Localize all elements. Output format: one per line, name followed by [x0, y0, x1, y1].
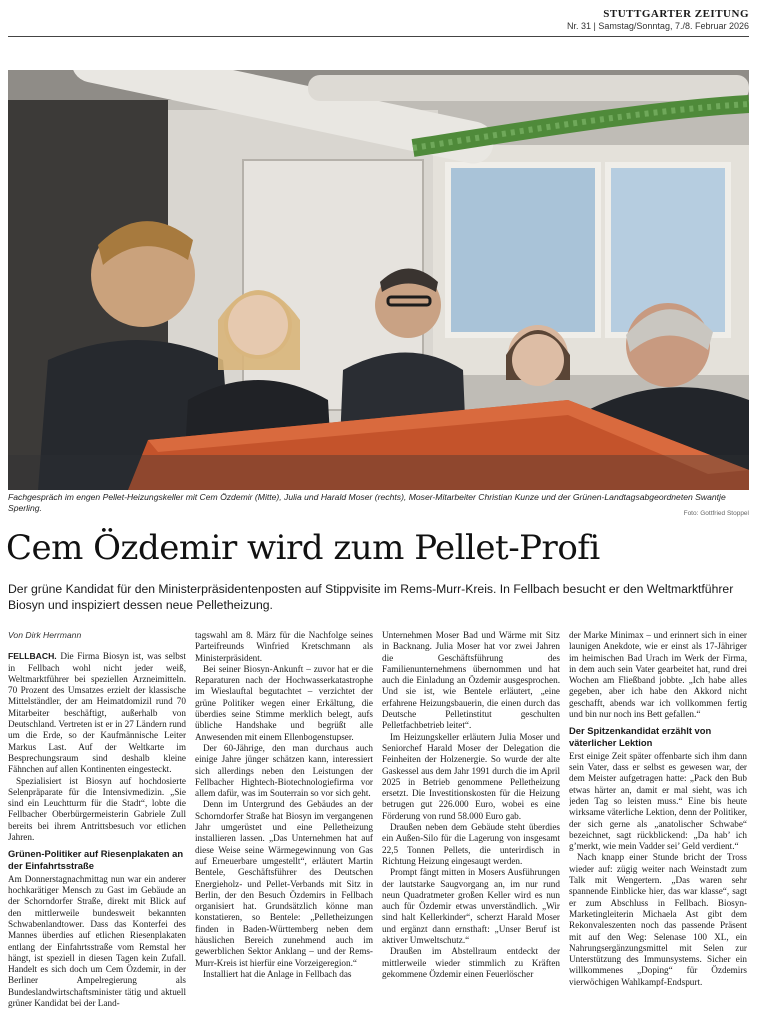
paragraph: Am Donnerstagnachmittag nun war ein anderer hochkarätiger Mensch zu Gast im Gebäude an der Schorndorfer Straße, direkt mit Blick auf den mittlerweile bundesweit bekannten Schwabenlandtower. Dass das Konterfei des Mannes überdies auf etlichen Riesenplakaten entlang der Einfahrtsstraße vom Remstal her hängt, ist speziell in diesen Tagen kein Zufall. Handelt es sich doch um Cem Özdemir, in der Berliner Ampelregierung als Bundeslandwirtschaftsminister tätig und aktuell grüner Kandidat bei der Land-: [8, 873, 186, 1009]
column-2: [195, 630, 373, 1022]
paragraph: Bei seiner Biosyn-Ankunft – zuvor hat er die Reparaturen nach der Hochwasserkatastrophe im Wieslauftal begutachtet – verzichtet der grüne Politiker wegen einer Erkältung, die überdies seine Stimme merklich belegt, aufs übliche Handshake und begrüßt alle Anwesenden mit einem Ellenbogenstupser.: [195, 663, 373, 742]
paragraph: Spezialisiert ist Biosyn auf hochdosierte Selenpräparate für die Intensivmedizin. „Sie sind ein Leuchtturm für die Stadt“, lobte die Fellbacher Oberbürgermeisterin Gabriele Zull bereits bei ihrem Antrittsbesuch vor etlichen Jahren.: [8, 775, 186, 843]
paragraph: der Marke Minimax – und erinnert sich in einer launigen Anekdote, wie er einst als 17-Jähriger im heimischen Bad Urach im Werk der Firma, in dem auch sein Vater gearbeitet hat, rund drei Wochen am Fließband jobbte. „Ich habe alles gegeben, aber ich habe den Akkord nicht geschafft, abends war ich vollkommen fertig und bin nur noch ins Bett gefallen.“: [569, 630, 747, 720]
column-3: [382, 630, 560, 1022]
paragraph: Unternehmen Moser Bad und Wärme mit Sitz in Backnang. Julia Moser hat vor zwei Jahren die Geschäftsführung des Familienunternehmens übernommen und hat auch die Einladung an Özdemir ausgesprochen. Und sie ist, wie Bentele erläutert, „eine erfahrene Heizungsbauerin, die einen durch das Deutsche Pelletinstitut geschulten Pelletfachbetrieb leitet“.: [382, 630, 560, 731]
paragraph: Der 60-Jährige, den man durchaus auch einige Jahre jünger schätzen kann, interessiert sich allerdings neben den Leistungen der Fellbacher Hightech-Biotechnologiefirma vor allem dafür, was im Souterrain so vor sich geht.: [195, 742, 373, 799]
column-1: [8, 630, 186, 1022]
dateline: FELLBACH.: [8, 651, 57, 662]
paragraph: Im Heizungskeller erläutern Julia Moser und Seniorchef Harald Moser der Delegation die Feinheiten der Holzenergie. So wurde der alte Gaskessel aus dem Jahr 1991 durch die im April 2025 in Betrieb genommene Pelletheizung ersetzt. Die Investitionskosten für die Heizung betrugen gut 226.000 Euro, wobei es eine Förderung von rund 58.000 Euro gab.: [382, 731, 560, 821]
headline: Cem Özdemir wird zum Pellet-Profi: [6, 528, 600, 568]
lead-paragraph: Der grüne Kandidat für den Ministerpräsidentenposten auf Stippvisite im Rems-Murr-Kreis. In Fellbach besucht er den Weltmarktführer Biosyn und inspiziert dessen neue Pelletheizung.: [8, 582, 734, 612]
byline: Von Dirk Herrmann: [8, 630, 82, 640]
basement-scene-illustration: [8, 70, 749, 490]
issue-info: Nr. 31 | Samstag/Sonntag, 7./8. Februar 2026: [567, 21, 749, 31]
newspaper-name: STUTTGARTER ZEITUNG: [603, 8, 749, 20]
header-rule: [8, 36, 749, 37]
masthead: [567, 8, 749, 31]
photo-credit: Foto: Gottfried Stoppel: [683, 510, 749, 517]
paragraph: Denn im Untergrund des Gebäudes an der Schorndorfer Straße hat Biosyn im vergangenen Jahr umgerüstet und eine Pelletheizung installieren lassen. „Das Unternehmen hat auf diese Weise seine Wärmegewinnung von Gas auf Erneuerbare umgestellt“, erläutert Martin Bentele, Geschäftsführer des Deutschen Energieholz- und Pellet-Verbands mit Sitz in Berlin, der den Besuch Özdemirs in Fellbach organisiert hat. Grundsätzlich könne man konstatieren, so Bentele: „Pelletheizungen finden in Baden-Württemberg neben dem häuslichen Bereich zunehmend auch im gewerblichen Sektor Anklang – und der Rems-Murr-Kreis ist hierfür eine Vorzeigeregion.“: [195, 799, 373, 968]
paragraph: FELLBACH. Die Firma Biosyn ist, was selbst in Fellbach wohl nicht jeder weiß, Weltmarktführer bei speziellen Arzneimitteln. 70 Prozent des Umsatzes erzielt der klassische Mittelständler, der am Heimatdomizil rund 70 Mitarbeiter beschäftigt, außerhalb von Deutschland. Vertreten ist er in 27 Ländern rund um die Erde, so der Kaufmännische Leiter Markus Last. Auf der Weltkarte im Besprechungsraum sind deshalb kleine Fähnchen auf allen Kontinenten eingesteckt.: [8, 651, 186, 775]
paragraph: Draußen neben dem Gebäude steht überdies ein Außen-Silo für die Lagerung von insgesamt 22,5 Tonnen Pellets, die unterirdisch in Richtung Heizung eingesaugt werden.: [382, 822, 560, 866]
paragraph: Draußen im Abstellraum entdeckt der mittlerweile wieder stimmlich zu Kräften gekommene Özdemir einen Feuerlöscher: [382, 946, 560, 979]
subheading: Der Spitzenkandidat erzählt von väterlicher Lektion: [569, 725, 712, 748]
subheading: Grünen-Politiker auf Riesenplakaten an der Einfahrtsstraße: [8, 848, 184, 871]
paragraph: Prompt fängt mitten in Mosers Ausführungen der lautstarke Saugvorgang an, im nur rund neun Quadratmeter großen Keller wird es nun auch für Özdemir etwas unverständlich. „Wir sind halt Kellerkinder“, scherzt Harald Moser und ergänzt dann ernsthaft: „Unser Beruf ist aktiver Umweltschutz.“: [382, 867, 560, 946]
article-photo: [8, 70, 749, 490]
paragraph: Installiert hat die Anlage in Fellbach das: [203, 968, 352, 979]
paragraph: tagswahl am 8. März für die Nachfolge seines Parteifreunds Winfried Kretschmann als Ministerpräsident.: [195, 630, 373, 663]
paragraph: Erst einige Zeit später offenbarte sich ihm dann sein Vater, dass er selbst es gewesen war, der dem Meister aufgetragen hatte: „Pack den Bub etwas härter an, damit er mal sieht, was ich jeden Tag so leisten muss.“ Eine bis heute wirksame väterliche Lektion, denn der Politiker, der sich gerne als „anatolischer Schwabe“ bezeichnet, sagt rückblickend: „Da hab’ ich g’merkt, wie mein Vadder sei’ Geld verdient.“: [569, 750, 747, 852]
photo-caption: Fachgespräch im engen Pellet-Heizungskeller mit Cem Özdemir (Mitte), Julia und Harald Moser (rechts), Moser-Mitarbeiter Christian Kunze und der Grünen-Landtagsabgeordneten Swantje Sperling.: [8, 492, 726, 513]
article-body: [8, 630, 749, 1022]
paragraph: Nach knapp einer Stunde bricht der Tross wieder auf: zügig weiter nach Weinstadt zum Talk mit Wengertern. „Das waren sehr spannende Einblicke hier, das war klasse“, sagt er zum Abschluss in Fellbach. Biosyn-Marketingleiterin Michaela Ast gibt dem Rekonvaleszenten noch das passende Präsent mit auf den Weg: Selenase 100 XL, ein Nahrungsergänzungsmittel mit Selen zur Unterstützung des Immunsystems. Sicher ein willkommenes „Doping“ für Özdemirs vierwöchigen Wahlkampf-Endspurt.: [569, 852, 747, 987]
column-4: [569, 630, 747, 1022]
